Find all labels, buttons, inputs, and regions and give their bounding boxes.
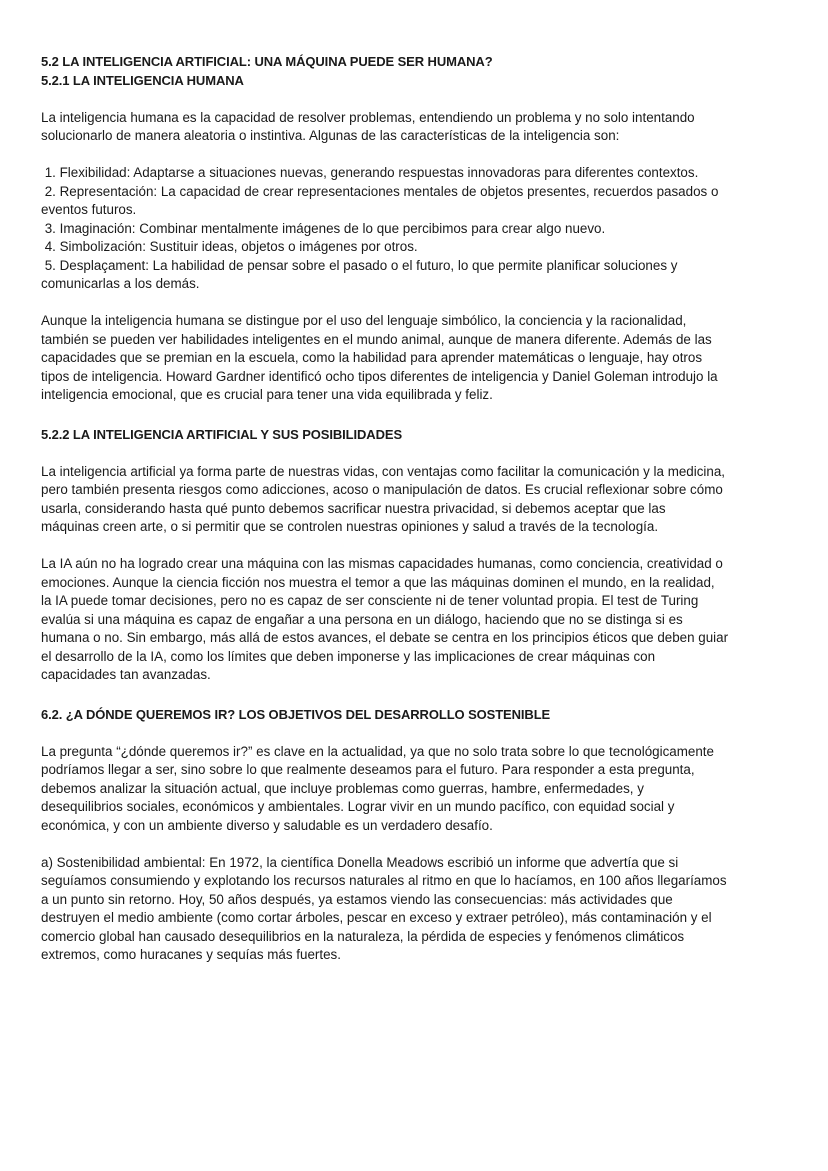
text-line: solucionarlo de manera aleatoria o instintiva. Algunas de las características de la inteligencia son: bbox=[41, 128, 620, 143]
paragraph bbox=[41, 555, 801, 685]
text-line: el desarrollo de la IA, como los límites que deben imponerse y las implicaciones de crear máquinas con bbox=[41, 648, 656, 664]
text-line: capacidades que se premian en la escuela, como la habilidad para aprender matemáticas o lenguaje, hay otros bbox=[41, 350, 703, 365]
text-line: humana o no. Sin embargo, más allá de estos avances, el debate se centra en los principios éticos que deben guiar bbox=[41, 630, 729, 645]
text-line: también se pueden ver habilidades inteligentes en el mundo animal, aunque de manera diferente. Además de las bbox=[41, 331, 712, 347]
text-line: tipos de inteligencia. Howard Gardner identificó ocho tipos diferentes de inteligencia y Daniel Goleman introdujo la bbox=[41, 368, 718, 384]
text-line: desequilibrios sociales, económicos y ambientales. Lograr vivir en un mundo pacífico, con equidad social y bbox=[41, 799, 675, 814]
text-line: a un punto sin retorno. Hoy, 50 años después, ya estamos viendo las consecuencias: más actividades que bbox=[41, 891, 673, 907]
text-line: máquinas creen arte, o si permitir que se controlen nuestras opiniones y salud a través de la tecnología. bbox=[41, 519, 659, 534]
text-line: podríamos llegar a ser, sino sobre lo que realmente deseamos para el futuro. Para responder a esta pregunta, bbox=[41, 762, 695, 777]
text-line: pero también presenta riesgos como adicciones, acoso o manipulación de datos. Es crucial reflexionar sobre cómo bbox=[41, 482, 723, 497]
text-line: debemos analizar la situación actual, que incluye problemas como guerras, hambre, enfermedades, y bbox=[41, 780, 644, 796]
text-line: usarla, considerando hasta qué punto debemos sacrificar nuestra privacidad, si debemos aceptar que las bbox=[41, 500, 666, 516]
characteristics-list bbox=[41, 164, 801, 294]
text-line: inteligencia emocional, que es crucial para tener una vida equilibrada y feliz. bbox=[41, 387, 493, 402]
text-line: emociones. Aunque la ciencia ficción nos muestra el temor a que las máquinas dominen el mundo, en la realidad, bbox=[41, 574, 715, 590]
text-line: 5. Desplaçament: La habilidad de pensar sobre el pasado o el futuro, lo que permite planificar soluciones y bbox=[41, 257, 678, 273]
text-line: extremos, como huracanes y sequías más fuertes. bbox=[41, 947, 341, 962]
text-line: eventos futuros. bbox=[41, 202, 137, 217]
text-line: seguíamos consumiendo y explotando los recursos naturales al ritmo en que lo hacíamos, en 100 años llegaríamos bbox=[41, 873, 727, 888]
text-line: económica, y con un ambiente diverso y saludable es un verdadero desafío. bbox=[41, 817, 493, 833]
paragraph bbox=[41, 109, 801, 146]
text-line: 1. Flexibilidad: Adaptarse a situaciones nuevas, generando respuestas innovadoras para diferentes contextos. bbox=[41, 165, 699, 180]
text-line: La pregunta “¿dónde queremos ir?” es clave en la actualidad, ya que no solo trata sobre lo que tecnológicamente bbox=[41, 743, 714, 759]
document-page bbox=[41, 53, 801, 965]
paragraph bbox=[41, 312, 801, 405]
subsection-heading: 5.2.1 LA INTELIGENCIA HUMANA bbox=[41, 72, 244, 88]
text-line: La inteligencia artificial ya forma parte de nuestras vidas, con ventajas como facilitar la comunicación y la medicina, bbox=[41, 463, 726, 479]
paragraph bbox=[41, 743, 801, 836]
text-line: la IA puede tomar decisiones, pero no es capaz de ser consciente ni de tener voluntad propia. El test de Turing bbox=[41, 593, 699, 608]
text-line: 2. Representación: La capacidad de crear representaciones mentales de objetos presentes, recuerdos pasados o bbox=[41, 183, 719, 199]
paragraph bbox=[41, 463, 801, 537]
text-line: La IA aún no ha logrado crear una máquina con las mismas capacidades humanas, como conciencia, creatividad o bbox=[41, 556, 723, 571]
text-line: La inteligencia humana es la capacidad de resolver problemas, entendiendo un problema y no solo intentando bbox=[41, 109, 695, 125]
text-line: evalúa si una máquina es capaz de engañar a una persona en un diálogo, haciendo que no se distinga si es bbox=[41, 611, 683, 627]
text-line: capacidades tan avanzadas. bbox=[41, 667, 211, 682]
subsection-heading: 5.2.2 LA INTELIGENCIA ARTIFICIAL Y SUS POSIBILIDADES bbox=[41, 426, 403, 442]
text-line: comercio global han causado desequilibrios en la naturaleza, la pérdida de especies y fenómenos climáticos bbox=[41, 928, 685, 944]
text-line: a) Sostenibilidad ambiental: En 1972, la científica Donella Meadows escribió un informe que advertía que si bbox=[41, 854, 679, 870]
section-heading: 5.2 LA INTELIGENCIA ARTIFICIAL: UNA MÁQUINA PUEDE SER HUMANA? bbox=[41, 54, 493, 69]
text-line: 4. Simbolización: Sustituir ideas, objetos o imágenes por otros. bbox=[41, 239, 418, 254]
text-line: 3. Imaginación: Combinar mentalmente imágenes de lo que percibimos para crear algo nuevo. bbox=[41, 220, 606, 236]
section-heading: 6.2. ¿A DÓNDE QUEREMOS IR? LOS OBJETIVOS DEL DESARROLLO SOSTENIBLE bbox=[41, 706, 551, 722]
text-line: destruyen el medio ambiente (como cortar árboles, pescar en exceso y extraer petróleo), más contaminación y el bbox=[41, 910, 712, 925]
text-line: comunicarlas a los demás. bbox=[41, 276, 200, 291]
paragraph bbox=[41, 854, 801, 965]
text-line: Aunque la inteligencia humana se distingue por el uso del lenguaje simbólico, la conciencia y la racionalidad, bbox=[41, 313, 687, 328]
